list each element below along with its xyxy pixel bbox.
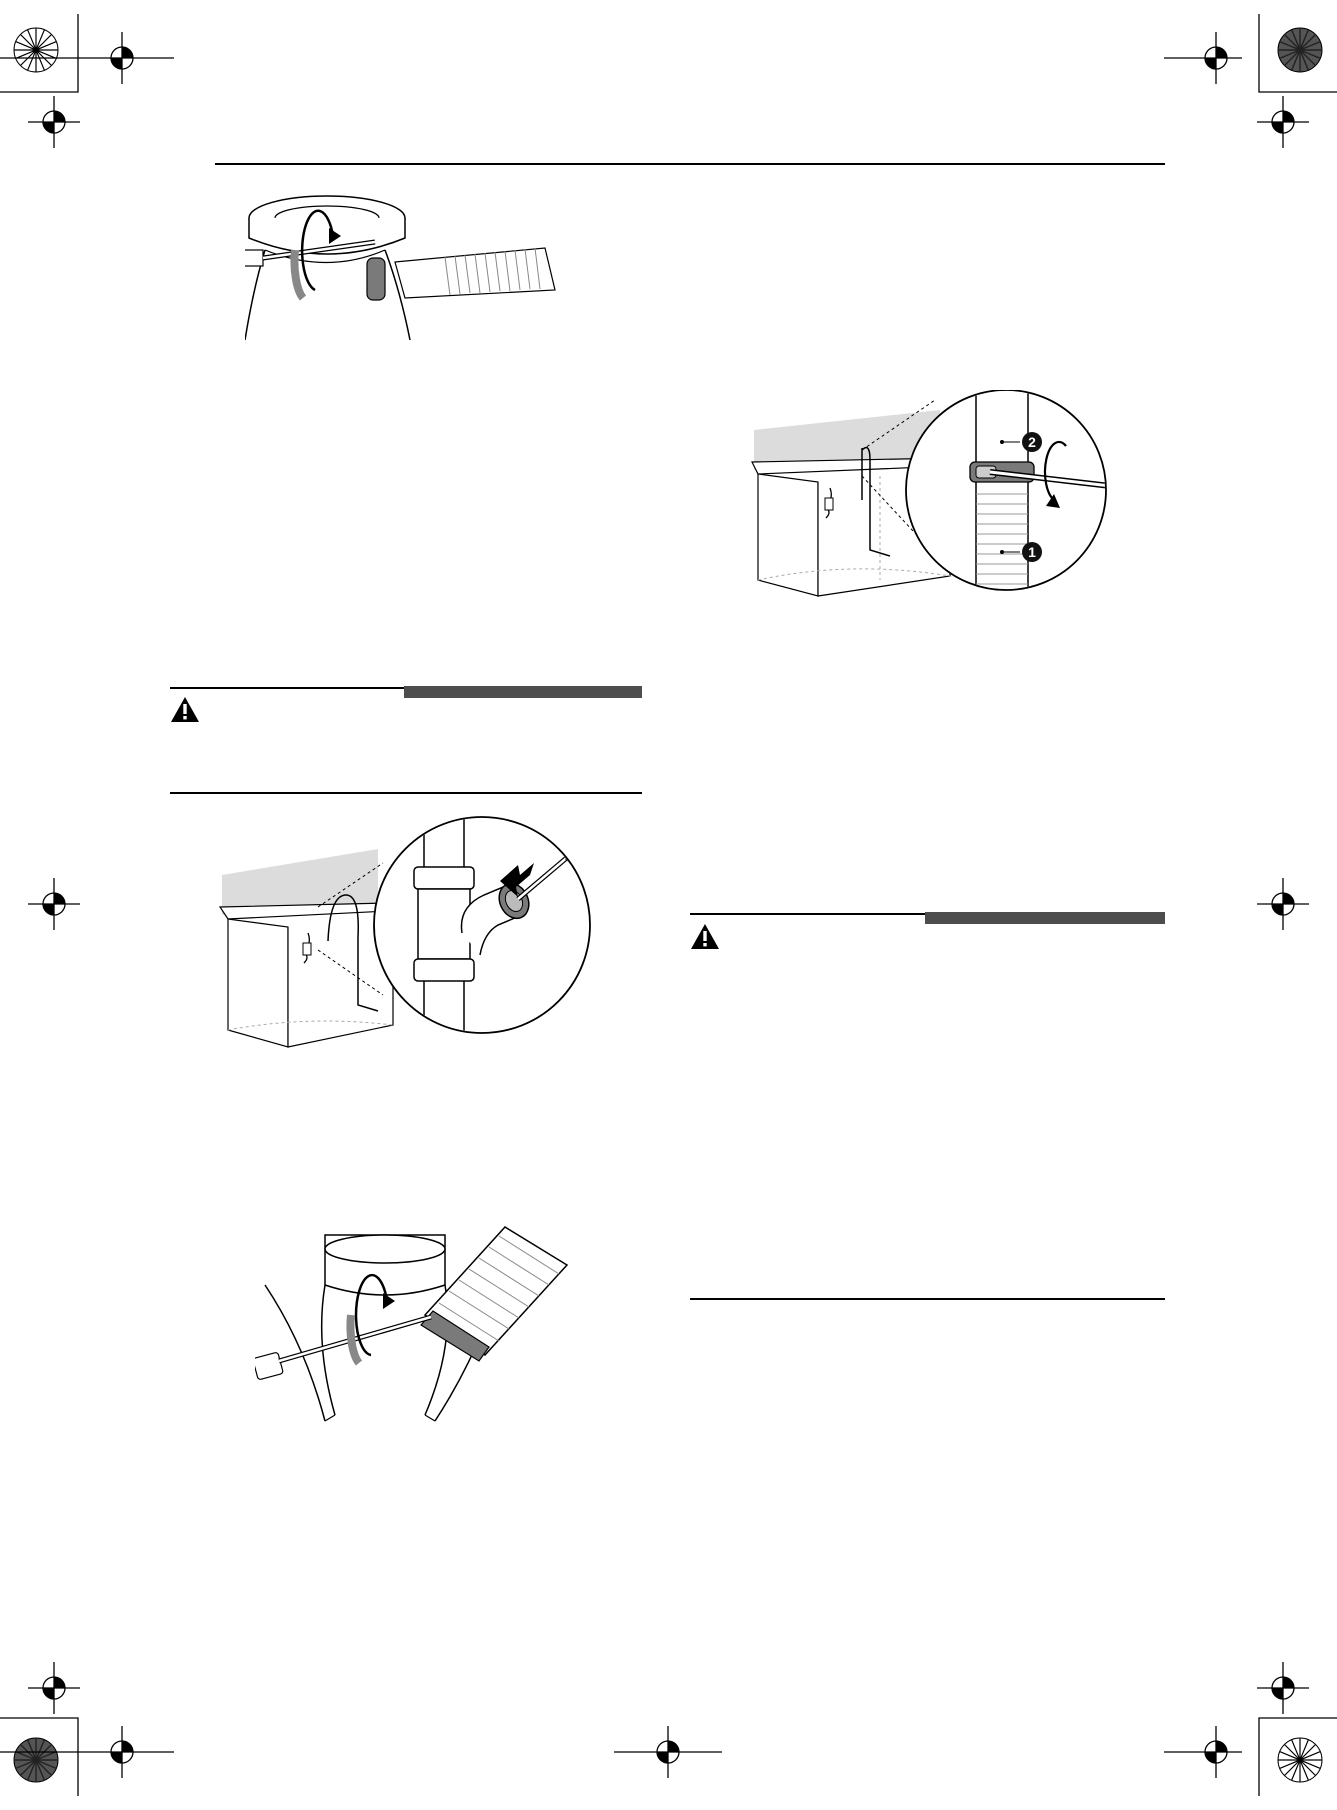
fig-sink-pipe-knockout	[218, 815, 598, 1055]
warning-bar-left	[404, 686, 642, 698]
warning-bar-right	[925, 912, 1165, 924]
warning-triangle-icon	[690, 923, 720, 951]
header-rule	[215, 163, 1165, 165]
fig-disposer-hose-clamp	[255, 1225, 575, 1425]
callout-item-2: 2	[1022, 432, 1042, 452]
warning-bottom-rule-right	[690, 1298, 1165, 1300]
fig-drain-adapter-clamp	[245, 190, 575, 350]
warning-triangle-icon	[170, 696, 200, 724]
fig-sink-hose-clamp-detail	[750, 390, 1110, 610]
callout-item-1: 1	[1022, 542, 1042, 562]
warning-bottom-rule-left	[170, 792, 642, 794]
